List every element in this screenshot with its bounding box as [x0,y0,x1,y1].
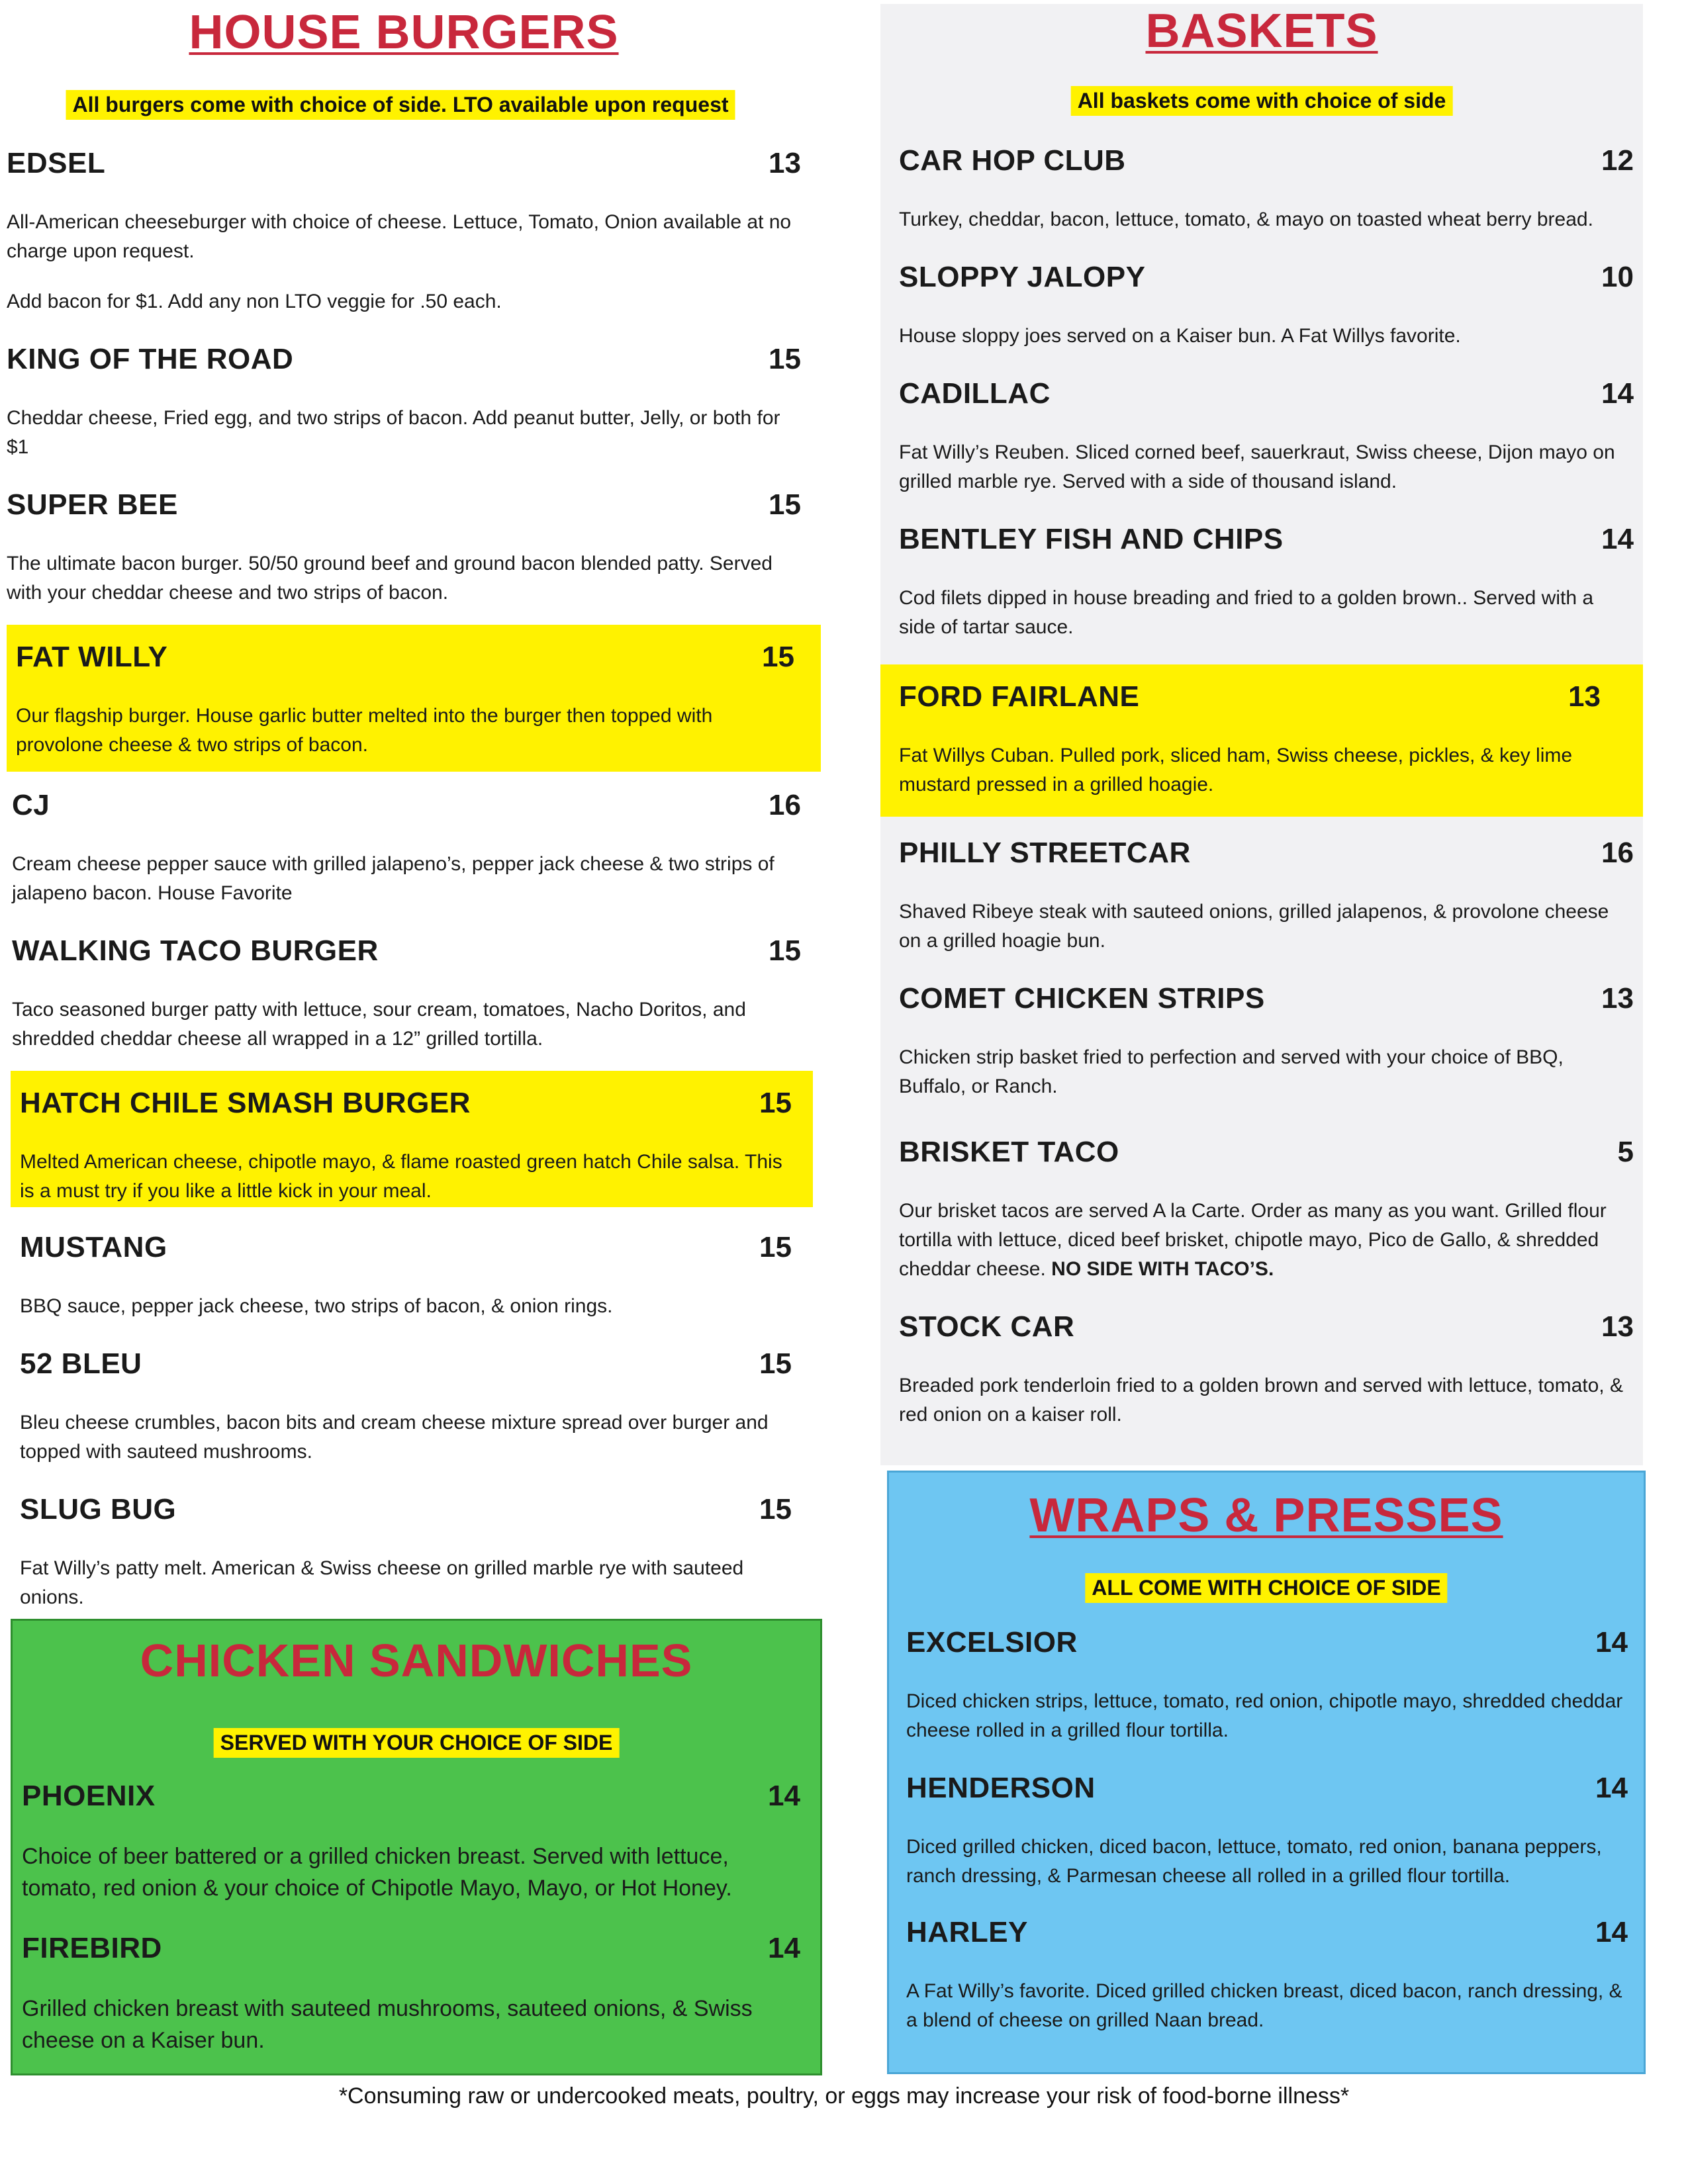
item-description: Shaved Ribeye steak with sauteed onions, grilled jalapenos, & provolone cheese on a grilled hoagie bun. [899,901,1609,952]
item-description: Taco seasoned burger patty with lettuce, sour cream, tomatoes, Nacho Doritos, and shredded cheddar cheese all wrapped in a 12” grilled tortilla. [12,999,746,1050]
chicken-sandwiches-title: CHICKEN SANDWICHES [140,1635,693,1686]
chicken-sandwiches-section [11,1619,822,2075]
item-description-warning: NO SIDE WITH TACO’S. [1051,1258,1274,1280]
item-price: 16 [1601,837,1634,869]
item-description: Cheddar cheese, Fried egg, and two strips of bacon. Add peanut butter, Jelly, or both for $1 [7,407,780,458]
menu-item-harley [906,1916,1628,2042]
item-name: SUPER BEE [7,488,178,521]
item-description: The ultimate bacon burger. 50/50 ground beef and ground bacon blended patty. Served with your cheddar cheese and two strips of bacon. [7,553,773,604]
item-price: 12 [1601,144,1634,177]
item-description: Bleu cheese crumbles, bacon bits and cream cheese mixture spread over burger and topped with sauteed mushrooms. [20,1412,769,1463]
item-name: PHOENIX [22,1780,156,1812]
food-safety-disclaimer: *Consuming raw or undercooked meats, poultry, or eggs may increase your risk of food-borne illness* [338,2083,1350,2109]
item-price: 13 [1601,982,1634,1015]
menu-item-brisket-taco [899,1136,1634,1288]
item-name: CJ [12,789,50,821]
menu-item-walking-taco-burger [12,934,801,1054]
menu-item-comet-chicken-strips [899,982,1634,1101]
menu-item-excelsior [906,1626,1628,1752]
item-name: HENDERSON [906,1772,1096,1804]
menu-item-ford-fairlane [899,680,1601,799]
item-price: 14 [1601,377,1634,410]
item-name: FIREBIRD [22,1932,162,1964]
menu-item-mustang [20,1231,792,1317]
item-description: A Fat Willy’s favorite. Diced grilled chicken breast, diced bacon, ranch dressing, & a blend of cheese on grilled Naan bread. [906,1980,1622,2031]
wraps-presses-title: WRAPS & PRESSES [1029,1489,1503,1542]
item-price: 15 [769,488,801,521]
item-name: SLOPPY JALOPY [899,261,1146,293]
item-description: Cream cheese pepper sauce with grilled jalapeno’s, pepper jack cheese & two strips of jalapeno bacon. House Favorite [12,853,774,904]
item-description: Fat Willy’s patty melt. American & Swiss cheese on grilled marble rye with sauteed onions. [20,1557,744,1608]
menu-item-hatch-chile-smash-burger [20,1087,792,1206]
item-name: BENTLEY FISH AND CHIPS [899,523,1284,555]
item-price: 14 [1595,1626,1628,1659]
item-price: 15 [762,641,794,673]
menu-item-cj [12,789,801,908]
item-name: PHILLY STREETCAR [899,837,1191,869]
item-description: Melted American cheese, chipotle mayo, & flame roasted green hatch Chile salsa. This is a must try if you like a little kick in your meal. [20,1151,782,1202]
house-burgers-section [0,0,827,1615]
item-name: CADILLAC [899,377,1051,410]
item-name: KING OF THE ROAD [7,343,294,375]
item-name: BRISKET TACO [899,1136,1119,1168]
item-description: Our flagship burger. House garlic butter melted into the burger then topped with provolone cheese & two strips of bacon. [16,705,713,756]
item-name: 52 BLEU [20,1347,142,1380]
item-price: 15 [759,1347,792,1380]
item-description: House sloppy joes served on a Kaiser bun. A Fat Willys favorite. [899,325,1461,347]
item-price: 14 [1595,1916,1628,1948]
item-description: All-American cheeseburger with choice of cheese. Lettuce, Tomato, Onion available at no charge upon request. [7,211,792,262]
item-price: 14 [768,1932,800,1964]
item-description-addon: Add bacon for $1. Add any non LTO veggie for .50 each. [7,291,502,312]
item-name: FORD FAIRLANE [899,680,1140,713]
menu-item-henderson [906,1772,1628,1897]
chicken-sandwiches-note: SERVED WITH YOUR CHOICE OF SIDE [214,1728,620,1758]
house-burgers-title: HOUSE BURGERS [189,6,619,59]
item-description: Grilled chicken breast with sauteed mushrooms, sauteed onions, & Swiss cheese on a Kaiser bun. [22,1996,753,2053]
menu-item-cadillac [899,377,1634,496]
item-price: 15 [759,1087,792,1119]
item-price: 15 [769,934,801,967]
item-description: Cod filets dipped in house breading and fried to a golden brown.. Served with a side of tartar sauce. [899,587,1594,638]
item-price: 15 [759,1231,792,1263]
item-name: EDSEL [7,147,106,179]
menu-item-car-hop-club [899,144,1634,237]
item-name: CAR HOP CLUB [899,144,1126,177]
item-description [899,1197,1634,1284]
menu-item-phoenix [22,1780,800,1912]
item-description: Diced chicken strips, lettuce, tomato, red onion, chipotle mayo, shredded cheddar cheese rolled in a grilled flour tortilla. [906,1690,1623,1741]
wraps-presses-note: ALL COME WITH CHOICE OF SIDE [1085,1573,1447,1603]
item-price: 10 [1601,261,1634,293]
item-description: Chicken strip basket fried to perfection and served with your choice of BBQ, Buffalo, or Ranch. [899,1046,1564,1097]
menu-item-fat-willy [16,641,794,760]
item-price: 13 [769,147,801,179]
item-name: MUSTANG [20,1231,167,1263]
item-description-text: Our brisket tacos are served A la Carte. Order as many as you want. Grilled flour tortilla with lettuce, diced beef brisket, chipotle mayo, Pico de Gallo, & shredded cheddar cheese. [899,1200,1607,1280]
menu-item-edsel [7,147,801,319]
item-price: 14 [1595,1772,1628,1804]
item-price: 13 [1601,1310,1634,1343]
house-burgers-note: All burgers come with choice of side. LTO available upon request [66,90,735,120]
item-name: FAT WILLY [16,641,168,673]
menu-item-king-of-the-road [7,343,801,462]
wraps-presses-section [887,1471,1646,2074]
menu-item-slug-bug [20,1493,792,1612]
item-price: 14 [1601,523,1634,555]
item-description: Choice of beer battered or a grilled chicken breast. Served with lettuce, tomato, red onion & your choice of Chipotle Mayo, Mayo, or Hot Honey. [22,1844,732,1901]
item-price: 14 [768,1780,800,1812]
item-description: BBQ sauce, pepper jack cheese, two strips of bacon, & onion rings. [20,1295,613,1317]
baskets-note: All baskets come with choice of side [1071,86,1453,116]
item-description: Breaded pork tenderloin fried to a golden brown and served with lettuce, tomato, & red onion on a kaiser roll. [899,1375,1623,1426]
item-price: 15 [759,1493,792,1525]
item-description: Diced grilled chicken, diced bacon, lettuce, tomato, red onion, banana peppers, ranch dressing, & Parmesan cheese all rolled in a grilled flour tortilla. [906,1836,1602,1887]
baskets-title: BASKETS [1145,5,1378,58]
item-name: EXCELSIOR [906,1626,1078,1659]
baskets-section [880,4,1643,1465]
item-description: Fat Willys Cuban. Pulled pork, sliced ham, Swiss cheese, pickles, & key lime mustard pressed in a grilled hoagie. [899,745,1573,796]
item-price: 5 [1617,1136,1634,1168]
menu-item-sloppy-jalopy [899,261,1634,353]
item-name: SLUG BUG [20,1493,177,1525]
menu-item-super-bee [7,488,801,608]
menu-item-philly-streetcar [899,837,1634,956]
menu-item-52-bleu [20,1347,792,1467]
menu-item-firebird [22,1932,800,2064]
item-description: Turkey, cheddar, bacon, lettuce, tomato, & mayo on toasted wheat berry bread. [899,208,1593,230]
menu-item-bentley-fish-and-chips [899,523,1634,642]
item-description: Fat Willy’s Reuben. Sliced corned beef, sauerkraut, Swiss cheese, Dijon mayo on grilled marble rye. Served with a side of thousand island. [899,441,1615,492]
menu-item-stock-car [899,1310,1634,1430]
item-name: STOCK CAR [899,1310,1075,1343]
item-price: 15 [769,343,801,375]
item-name: HATCH CHILE SMASH BURGER [20,1087,471,1119]
item-price: 16 [769,789,801,821]
item-name: HARLEY [906,1916,1028,1948]
item-name: COMET CHICKEN STRIPS [899,982,1265,1015]
item-price: 13 [1568,680,1601,713]
item-name: WALKING TACO BURGER [12,934,379,967]
